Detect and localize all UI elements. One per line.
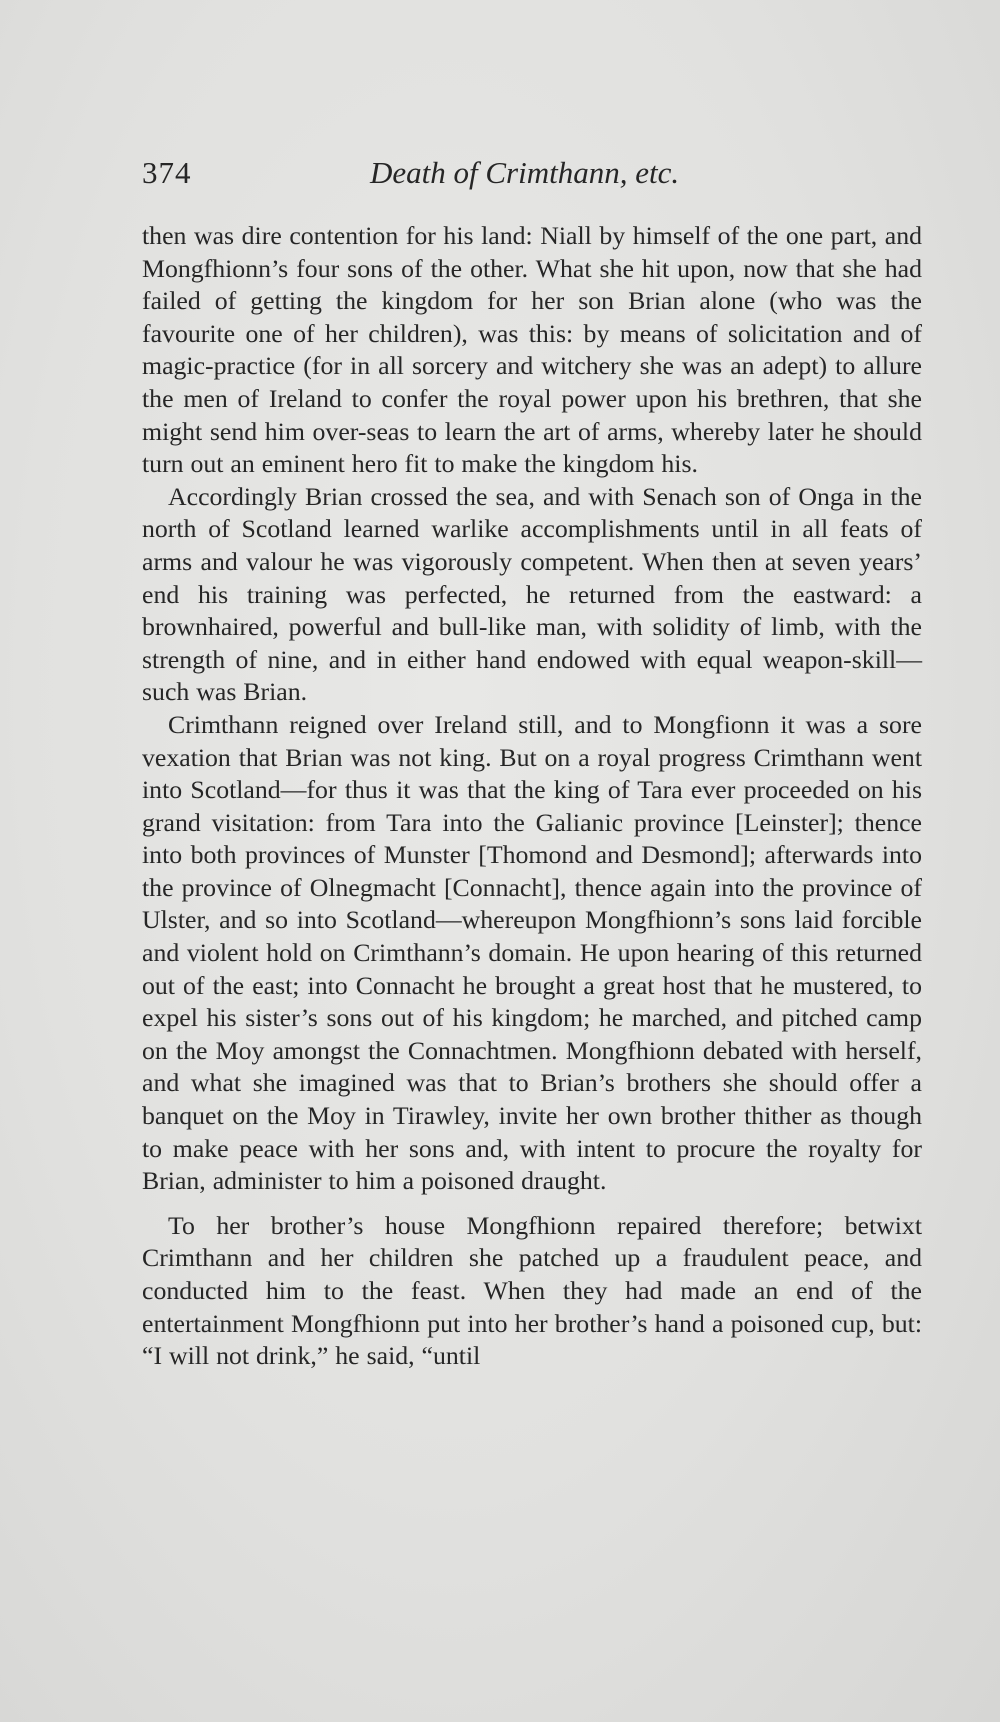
paragraph: Accordingly Brian crossed the sea, and with Senach son of Onga in the north of Scotland learned warlike accomplishments until in all feats of arms and valour he was vigorously competent. When then at seven years’ end his training was perfected, he returned from the eastward: a brownhaired, powerful and bull-like man, with solidity of limb, with the strength of nine, and in either hand endowed with equal weapon-skill—such was Brian. <box>142 481 922 707</box>
page-header <box>142 155 922 199</box>
paragraph: then was dire contention for his land: Niall by himself of the one part, and Mongfhionn’s four sons of the other. What she hit upon, now that she had failed of getting the kingdom for her son Brian alone (who was the favourite one of her children), was this: by means of solicitation and of magic-practice (for in all sorcery and witchery she was an adept) to allure the men of Ireland to confer the royal power upon his brethren, that she might send him over-seas to learn the art of arms, whereby later he should turn out an eminent hero fit to make the kingdom his. <box>142 221 922 479</box>
running-title: Death of Crimthann, etc. <box>370 155 680 190</box>
page-number: 374 <box>142 155 192 190</box>
body-text <box>142 220 922 1373</box>
paragraph: To her brother’s house Mongfhionn repaired therefore; betwixt Crimthann and her children she patched up a fraudulent peace, and conducted him to the feast. When they had made an end of the entertainment Mongfhionn put into her brother’s hand a poisoned cup, but: “I will not drink,” he said, “until <box>142 1210 922 1371</box>
paragraph: Crimthann reigned over Ireland still, and to Mongfionn it was a sore vexation that Brian was not king. But on a royal progress Crimthann went into Scotland—for thus it was that the king of Tara ever proceeded on his grand visitation: from Tara into the Galianic province [Leinster]; thence into both provinces of Munster [Thomond and Desmond]; afterwards into the province of Olnegmacht [Connacht], thence again into the province of Ulster, and so into Scotland—whereupon Mongfhionn’s sons laid forcible and violent hold on Crimthann’s domain. He upon hearing of this returned out of the east; into Connacht he brought a great host that he mustered, to expel his sister’s sons out of his kingdom; he marched, and pitched camp on the Moy amongst the Connachtmen. Mongfhionn debated with herself, and what she imagined was that to Brian’s brothers she should offer a banquet on the Moy in Tirawley, invite her own brother thither as though to make peace with her sons and, with intent to procure the royalty for Brian, administer to him a poisoned draught. <box>142 709 922 1196</box>
